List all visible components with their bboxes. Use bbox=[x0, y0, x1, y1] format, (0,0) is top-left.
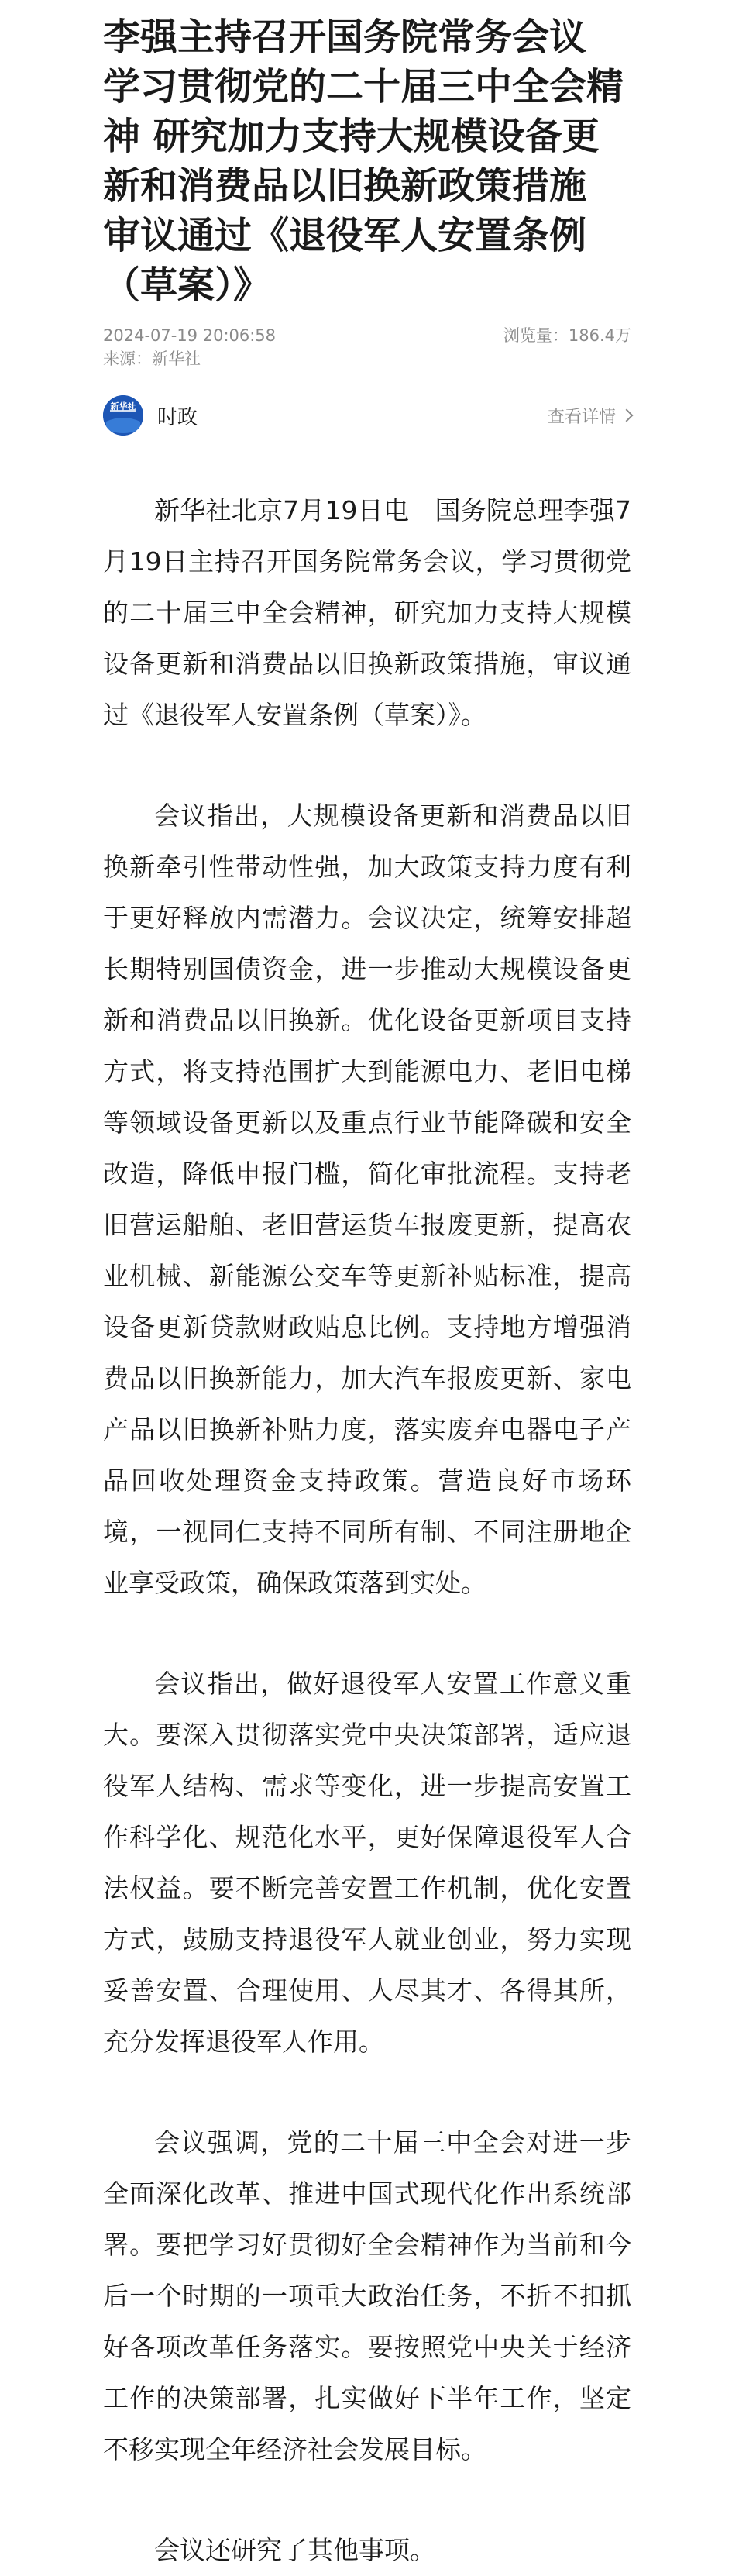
view-count: 浏览量：186.4万 bbox=[503, 326, 631, 345]
channel-info[interactable] bbox=[103, 395, 198, 436]
view-details-link[interactable] bbox=[548, 404, 631, 428]
xinhua-logo-icon bbox=[103, 395, 143, 436]
meta-row bbox=[0, 324, 732, 347]
channel-name: 时政 bbox=[157, 405, 198, 429]
article-paragraph: 会议强调，党的二十届三中全会对进一步全面深化改革、推进中国式现代化作出系统部署。要把学习好贯彻好全会精神作为当前和今后一个时期的一项重大政治任务，不折不扣抓好各项改革任务落实。要按照党中央关于经济工作的决策部署，扎实做好下半年工作，坚定不移实现全年经济社会发展目标。 bbox=[103, 2127, 631, 2464]
article-paragraph: 新华社北京7月19日电 国务院总理李强7月19日主持召开国务院常务会议，学习贯彻党的二十届三中全会精神，研究加力支持大规模设备更新和消费品以旧换新政策措施，审议通过《退役军人安置条例（草案）》。 bbox=[103, 495, 631, 730]
channel-bar bbox=[0, 392, 732, 439]
article-paragraph: 会议还研究了其他事项。 bbox=[154, 2535, 435, 2565]
logo-text: 新华社 bbox=[110, 401, 136, 412]
article-title: 李强主持召开国务院常务会议 学习贯彻党的二十届三中全会精神 研究加力支持大规模设备更新和消费品以旧换新政策措施 审议通过《退役军人安置条例（草案）》 bbox=[103, 15, 624, 307]
view-details-label: 查看详情 bbox=[547, 407, 616, 427]
article-paragraph: 会议指出，大规模设备更新和消费品以旧换新牵引性带动性强，加大政策支持力度有利于更好释放内需潜力。会议决定，统筹安排超长期特别国债资金，进一步推动大规模设备更新和消费品以旧换新。优化设备更新项目支持方式，将支持范围扩大到能源电力、老旧电梯等领域设备更新以及重点行业节能降碳和安全改造，降低申报门槛，简化审批流程。支持老旧营运船舶、老旧营运货车报废更新，提高农业机械、新能源公交车等更新补贴标准，提高设备更新贷款财政贴息比例。支持地方增强消费品以旧换新能力，加大汽车报废更新、家电产品以旧换新补贴力度，落实废弃电器电子产品回收处理资金支持政策。营造良好市场环境，一视同仁支持不同所有制、不同注册地企业享受政策，确保政策落到实处。 bbox=[103, 801, 631, 1598]
publish-datetime: 2024-07-19 20:06:58 bbox=[103, 326, 277, 345]
article-paragraph: 会议指出，做好退役军人安置工作意义重大。要深入贯彻落实党中央决策部署，适应退役军人结构、需求等变化，进一步提高安置工作科学化、规范化水平，更好保障退役军人合法权益。要不断完善安置工作机制，优化安置方式，鼓励支持退役军人就业创业，努力实现妥善安置、合理使用、人尽其才、各得其所，充分发挥退役军人作用。 bbox=[103, 1669, 631, 2057]
source-line: 来源：新华社 bbox=[103, 350, 201, 368]
article-body bbox=[0, 439, 732, 2576]
chevron-right-icon bbox=[620, 409, 634, 422]
